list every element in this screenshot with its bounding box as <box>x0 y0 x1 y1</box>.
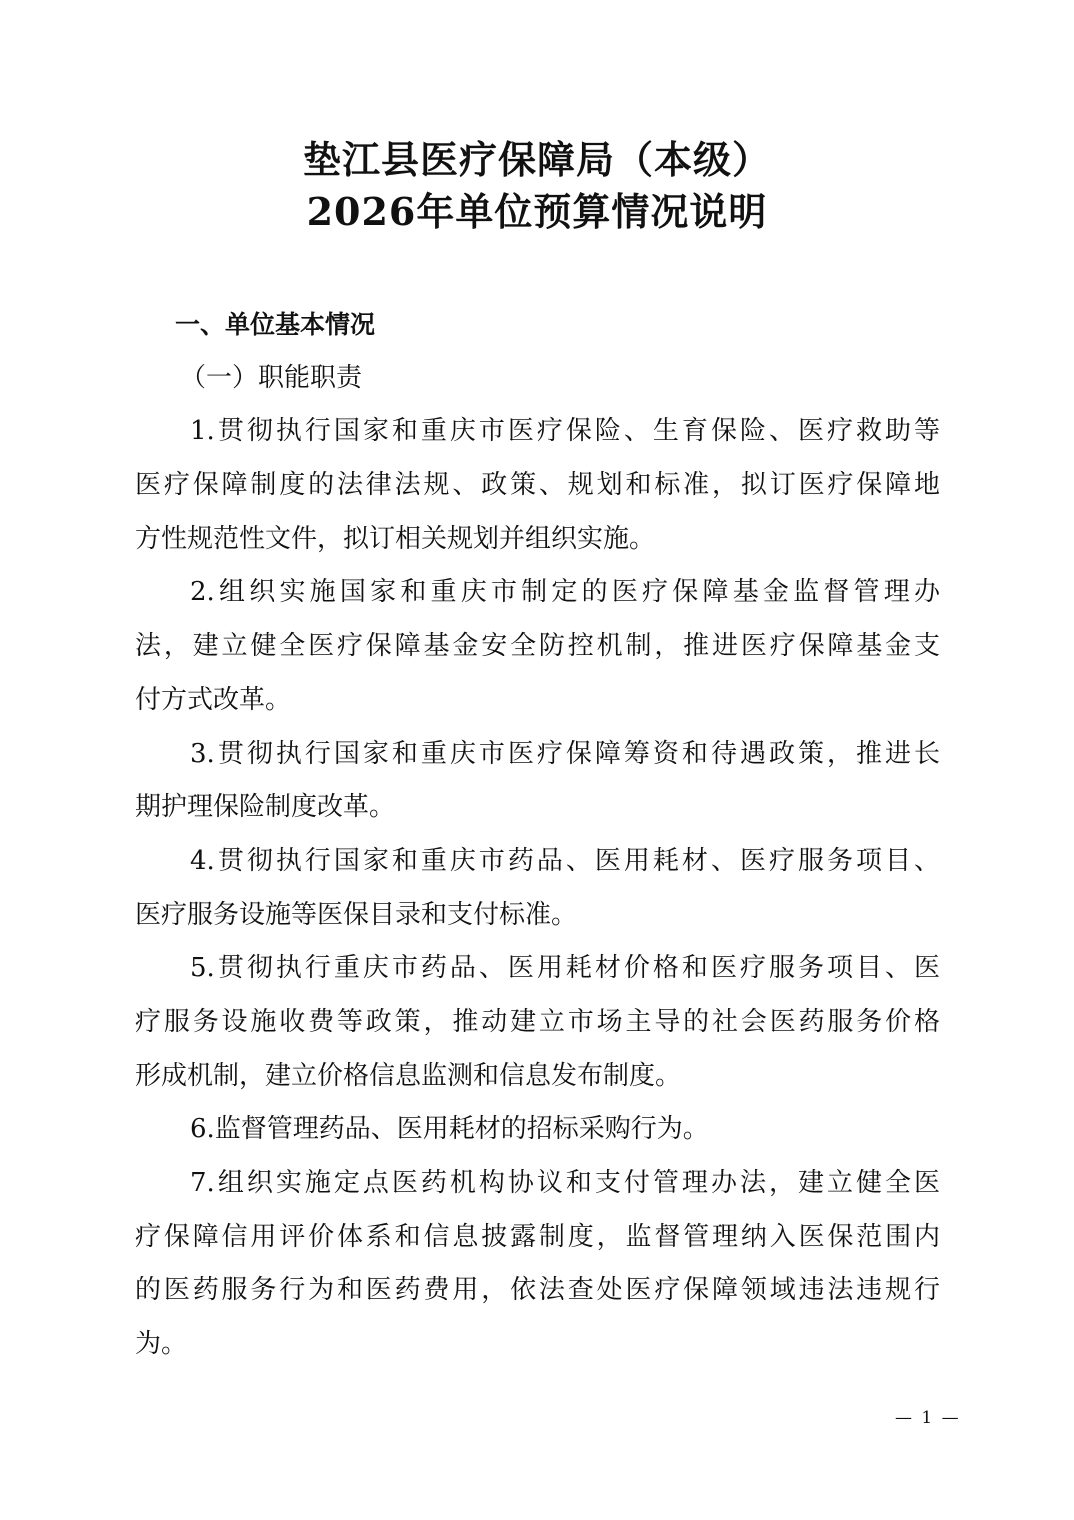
paragraph-line: 的医药服务行为和医药费用，依法查处医疗保障领域违法违规行 <box>135 1275 940 1306</box>
paragraph-line: 形成机制，建立价格信息监测和信息发布制度。 <box>135 1060 682 1091</box>
section-heading: 一、单位基本情况 <box>175 310 376 339</box>
paragraph <box>135 942 940 1103</box>
page-number: — 1 — <box>895 1408 961 1428</box>
paragraph <box>135 835 940 942</box>
paragraph-line: 法，建立健全医疗保障基金安全防控机制，推进医疗保障基金支 <box>135 631 940 662</box>
paragraph <box>135 728 940 835</box>
paragraph-line: 为。 <box>135 1329 188 1360</box>
document-title-line2: 2026年单位预算情况说明 <box>306 189 768 234</box>
document-title-line1: 垫江县医疗保障局（本级） <box>302 137 771 182</box>
paragraph-line: 方性规范性文件，拟订相关规划并组织实施。 <box>135 523 656 554</box>
paragraph-line: 2.组织实施国家和重庆市制定的医疗保障基金监督管理办 <box>190 577 940 608</box>
document-body <box>135 298 940 1372</box>
paragraph-line: 5.贯彻执行重庆市药品、医用耗材价格和医疗服务项目、医 <box>190 953 940 984</box>
paragraph <box>135 1157 940 1372</box>
paragraph <box>135 405 940 566</box>
paragraph-line: 付方式改革。 <box>135 684 292 715</box>
paragraph-line: 4.贯彻执行国家和重庆市药品、医用耗材、医疗服务项目、 <box>190 845 940 876</box>
paragraph-line: 疗服务设施收费等政策，推动建立市场主导的社会医药服务价格 <box>135 1006 940 1037</box>
paragraph-line: 医疗服务设施等医保目录和支付标准。 <box>135 899 578 930</box>
subsection-heading: （一）职能职责 <box>180 362 363 393</box>
paragraph <box>135 1103 940 1157</box>
paragraph-line: 医疗保障制度的法律法规、政策、规划和标准，拟订医疗保障地 <box>135 470 940 501</box>
paragraph-line: 疗保障信用评价体系和信息披露制度，监督管理纳入医保范围内 <box>135 1221 940 1252</box>
paragraph-line: 3.贯彻执行国家和重庆市医疗保障筹资和待遇政策，推进长 <box>190 738 940 769</box>
paragraph-line: 6.监督管理药品、医用耗材的招标采购行为。 <box>190 1114 709 1145</box>
paragraph <box>135 566 940 727</box>
paragraph-line: 7.组织实施定点医药机构协议和支付管理办法，建立健全医 <box>190 1168 940 1198</box>
paragraph-line: 期护理保险制度改革。 <box>135 792 396 823</box>
paragraph-line: 1.贯彻执行国家和重庆市医疗保险、生育保险、医疗救助等 <box>190 416 940 447</box>
